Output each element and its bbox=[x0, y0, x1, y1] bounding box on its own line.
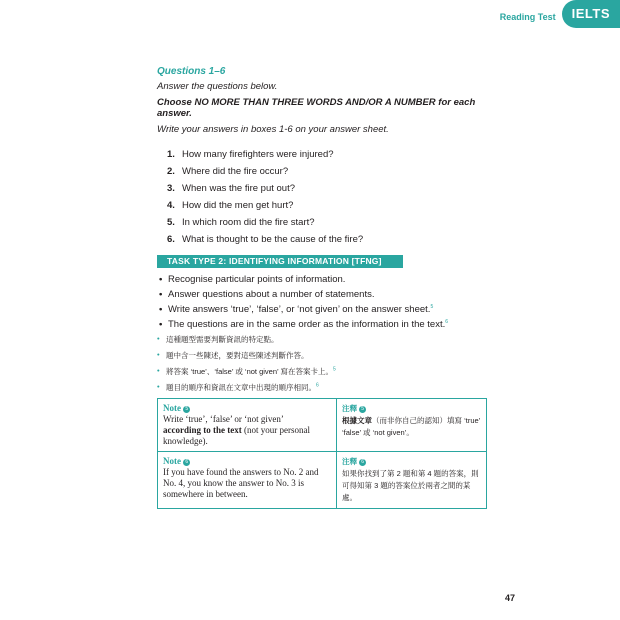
bullet-item bbox=[159, 274, 487, 285]
note-title: 注釋 bbox=[342, 404, 357, 414]
note-emphasis: 根據文章 bbox=[342, 416, 372, 426]
note-text: 如果你找到了第 2 題和第 4 題的答案，則可得知第 3 題的答案位於兩者之間的某處。 bbox=[342, 469, 479, 503]
question-item bbox=[167, 234, 487, 245]
section-label: Reading Test bbox=[499, 12, 556, 22]
instruction-1: Answer the questions below. bbox=[157, 81, 278, 92]
question-item bbox=[167, 200, 487, 211]
cn-bullet-item bbox=[157, 366, 487, 377]
page-number: 47 bbox=[505, 593, 516, 603]
question-text: In which room did the fire start? bbox=[182, 217, 315, 228]
teal-bullet-icon: • bbox=[157, 350, 160, 360]
question-item bbox=[167, 183, 487, 194]
question-item bbox=[167, 166, 487, 177]
note-number-icon: 5 bbox=[183, 406, 190, 413]
cn-bullet-item bbox=[157, 350, 487, 361]
question-number: 1. bbox=[167, 149, 175, 160]
note-title: Note bbox=[163, 403, 181, 414]
note-en-cell bbox=[158, 399, 337, 452]
question-text: Where did the fire occur? bbox=[182, 166, 289, 177]
bullet-icon: • bbox=[159, 304, 163, 315]
ielts-badge: IELTS bbox=[562, 0, 620, 28]
bullet-item bbox=[159, 319, 487, 330]
note-text: (not your personal knowledge). bbox=[163, 425, 310, 447]
cn-bullet-text: 將答案 ‘true’、‘false’ 或 ‘not given’ 寫在答案卡上。 bbox=[166, 367, 333, 377]
page-content bbox=[157, 66, 487, 509]
bullet-text: Answer questions about a number of statements. bbox=[168, 289, 375, 300]
task-type-banner: TASK TYPE 2: IDENTIFYING INFORMATION [TFNG] bbox=[157, 255, 403, 268]
note-zh-cell bbox=[337, 399, 487, 452]
teal-bullet-icon: • bbox=[157, 334, 160, 344]
question-text: How many firefighters were injured? bbox=[182, 149, 334, 160]
footnote-marker: 5 bbox=[430, 304, 434, 310]
question-list bbox=[157, 149, 487, 245]
question-number: 3. bbox=[167, 183, 175, 194]
notes-table bbox=[157, 398, 487, 509]
instruction-2: Choose NO MORE THAN THREE WORDS AND/OR A NUMBER for each answer. bbox=[157, 97, 476, 119]
bullet-icon: • bbox=[159, 274, 163, 285]
questions-title: Questions 1–6 bbox=[157, 66, 226, 77]
question-item bbox=[167, 217, 487, 228]
task-bullet-list bbox=[157, 274, 487, 330]
note-title: Note bbox=[163, 456, 181, 467]
note-row bbox=[158, 399, 487, 452]
question-item bbox=[167, 149, 487, 160]
instruction-3: Write your answers in boxes 1-6 on your answer sheet. bbox=[157, 124, 389, 135]
bullet-icon: • bbox=[159, 319, 163, 331]
teal-bullet-icon: • bbox=[157, 382, 160, 392]
note-title: 注釋 bbox=[342, 457, 357, 467]
bullet-text: Recognise particular points of information. bbox=[168, 274, 346, 285]
note-text: If you have found the answers to No. 2 and No. 4, you know the answer to No. 3 is somewhere in between. bbox=[163, 467, 319, 500]
bullet-text: The questions are in the same order as the information in the text. bbox=[168, 319, 446, 331]
bullet-icon: • bbox=[159, 289, 163, 300]
note-number-icon: 6 bbox=[183, 459, 190, 466]
question-number: 6. bbox=[167, 234, 175, 245]
note-number-icon: 6 bbox=[359, 459, 366, 466]
cn-bullet-text: 題目的順序和資訊在文章中出現的順序相同。 bbox=[166, 383, 316, 393]
bullet-item bbox=[159, 304, 487, 315]
question-number: 5. bbox=[167, 217, 175, 228]
cn-bullet-text: 這種題型需要判斷資訊的特定點。 bbox=[166, 335, 279, 345]
question-text: What is thought to be the cause of the fire? bbox=[182, 234, 364, 245]
question-number: 2. bbox=[167, 166, 175, 177]
question-text: How did the men get hurt? bbox=[182, 200, 294, 211]
note-row bbox=[158, 452, 487, 509]
bullet-text: Write answers ‘true’, ‘false’, or ‘not given’ on the answer sheet. bbox=[168, 304, 431, 316]
question-number: 4. bbox=[167, 200, 175, 211]
note-text: （而非你自己的認知）填寫 ‘true’ ‘false’ 或 ‘not given’。 bbox=[342, 416, 481, 438]
note-emphasis: according to the text bbox=[163, 425, 242, 436]
cn-bullet-text: 題中含一些陳述，要對這些陳述判斷作答。 bbox=[166, 351, 309, 361]
bullet-item bbox=[159, 289, 487, 300]
page-header bbox=[500, 0, 620, 34]
teal-bullet-icon: • bbox=[157, 366, 160, 376]
note-number-icon: 5 bbox=[359, 406, 366, 413]
cn-bullet-item bbox=[157, 382, 487, 393]
note-en-cell bbox=[158, 452, 337, 509]
footnote-marker: 5 bbox=[332, 366, 336, 373]
question-text: When was the fire put out? bbox=[182, 183, 296, 194]
note-text: Write ‘true’, ‘false’ or ‘not given’ bbox=[163, 414, 284, 425]
footnote-marker: 6 bbox=[445, 319, 449, 326]
note-zh-cell bbox=[337, 452, 487, 509]
footnote-marker: 6 bbox=[316, 382, 319, 389]
chinese-bullet-list bbox=[157, 334, 487, 393]
cn-bullet-item bbox=[157, 334, 487, 345]
